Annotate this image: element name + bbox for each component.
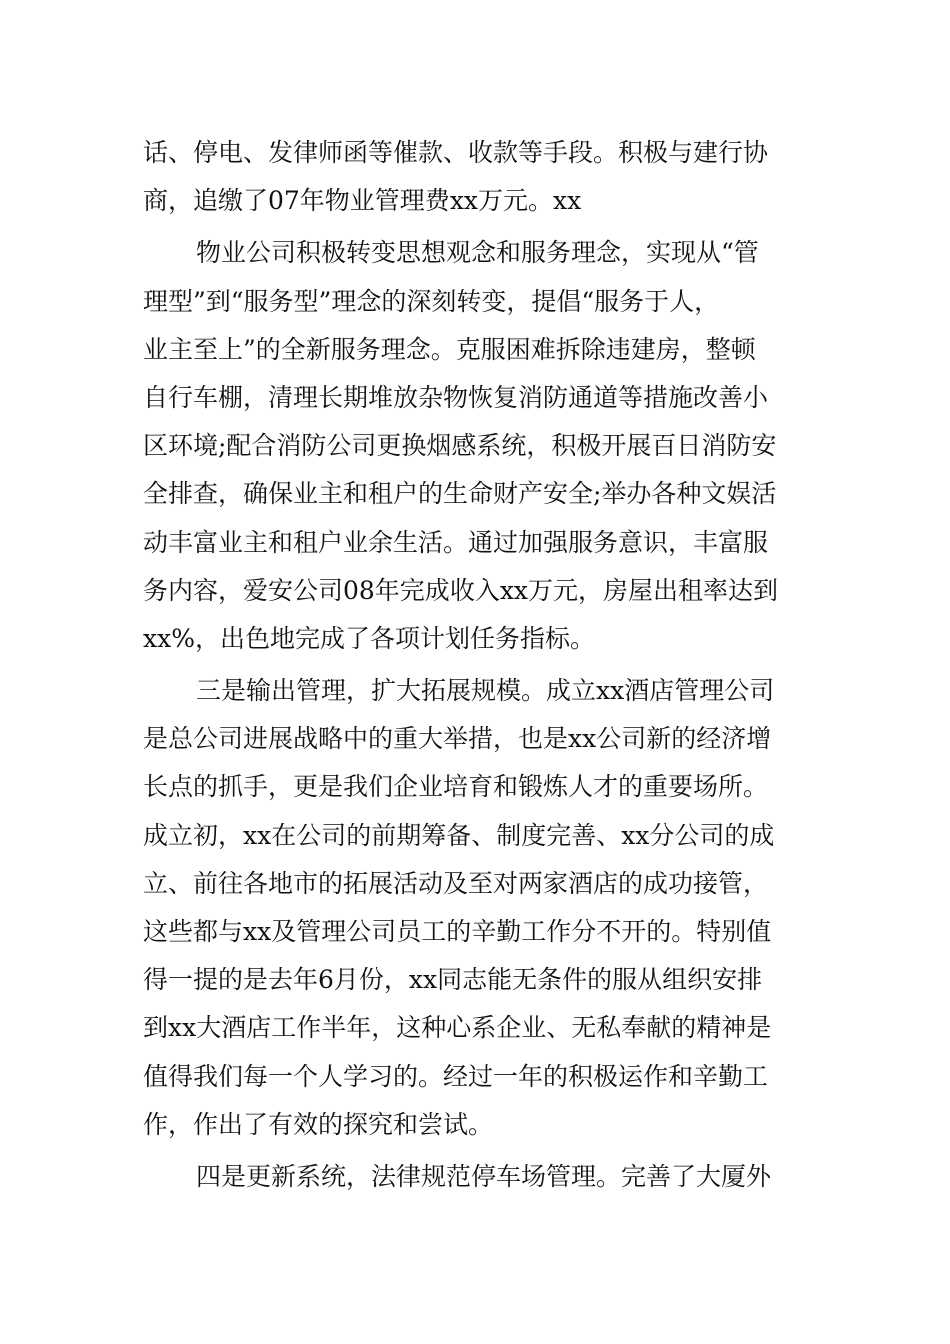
paragraph-2-line-2: 理型”到“服务型”理念的深刻转变，提倡“服务于人， [143, 286, 720, 316]
paragraph-3-line-5: 立、前往各地市的拓展活动及至对两家酒店的成功接管， [143, 868, 769, 898]
paragraph-3-line-1: 三是输出管理，扩大拓展规模。成立xx酒店管理公司 [196, 676, 775, 706]
paragraph-2-line-3: 业主至上”的全新服务理念。克服困难拆除违建房，整顿 [143, 334, 756, 364]
paragraph-4-line-1: 四是更新系统，法律规范停车场管理。完善了大厦外 [196, 1161, 772, 1191]
paragraph-2-line-6: 全排查，确保业主和租户的生命财产安全;举办各种文娱活 [143, 479, 777, 509]
paragraph-3-line-8: 到xx大酒店工作半年，这种心系企业、无私奉献的精神是 [143, 1013, 772, 1043]
document-body [143, 129, 807, 1201]
paragraph-2-line-5: 区环境;配合消防公司更换烟感系统，积极开展百日消防安 [143, 431, 777, 461]
paragraph-2-line-4: 自行车棚，清理长期堆放杂物恢复消防通道等措施改善小 [143, 382, 769, 412]
paragraph-3-line-9: 值得我们每一个人学习的。经过一年的积极运作和辛勤工 [143, 1061, 769, 1091]
paragraph-3-line-10: 作，作出了有效的探究和尝试。 [143, 1109, 494, 1139]
paragraph-2-line-8: 务内容，爱安公司08年完成收入xx万元，房屋出租率达到 [143, 575, 779, 605]
paragraph-2-line-1: 物业公司积极转变思想观念和服务理念，实现从“管 [196, 238, 759, 268]
paragraph-3-line-4: 成立初，xx在公司的前期筹备、制度完善、xx分公司的成 [143, 820, 775, 850]
paragraph-2-line-9: xx%，出色地完成了各项计划任务指标。 [143, 623, 595, 653]
paragraph-3-line-7: 得一提的是去年6月份，xx同志能无条件的服从组织安排 [143, 965, 763, 995]
paragraph-3-line-2: 是总公司进展战略中的重大举措，也是xx公司新的经济增 [143, 724, 772, 754]
paragraph-2-line-7: 动丰富业主和租户业余生活。通过加强服务意识，丰富服 [143, 527, 769, 557]
paragraph-1-line-2: 商，追缴了07年物业管理费xx万元。xx [143, 186, 582, 216]
paragraph-1-line-1: 话、停电、发律师函等催款、收款等手段。积极与建行协 [143, 138, 769, 167]
paragraph-3-line-3: 长点的抓手，更是我们企业培育和锻炼人才的重要场所。 [143, 772, 769, 802]
paragraph-3-line-6: 这些都与xx及管理公司员工的辛勤工作分不开的。特别值 [143, 917, 772, 946]
